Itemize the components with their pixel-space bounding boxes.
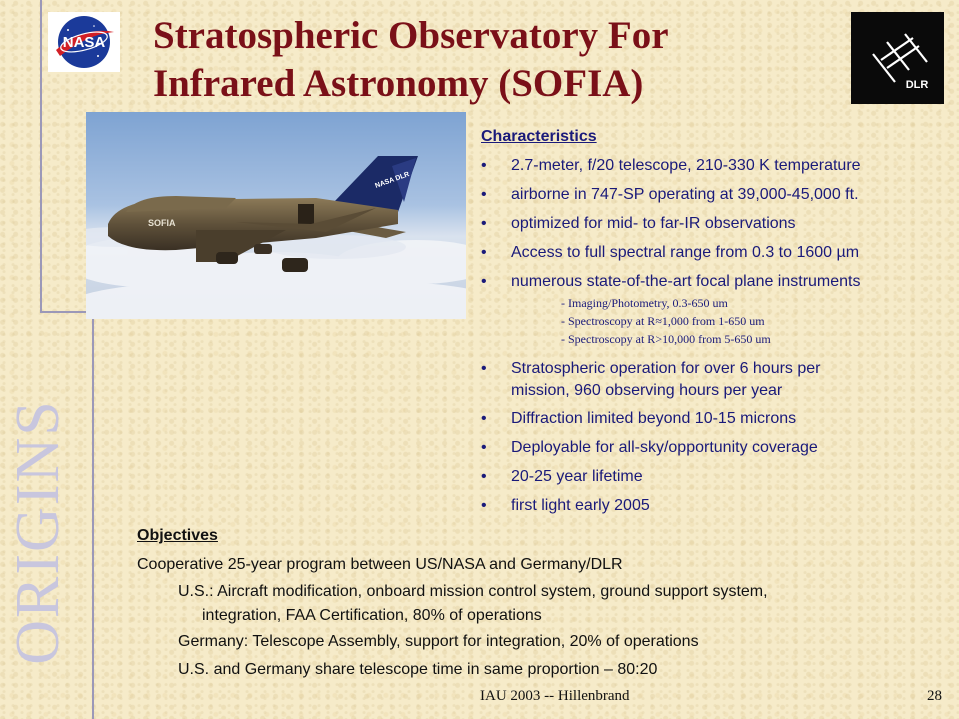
bullet-icon: • bbox=[481, 215, 487, 232]
nasa-logo-text: NASA bbox=[62, 34, 106, 51]
objectives-us-line-2: integration, FAA Certification, 80% of operations bbox=[202, 607, 542, 624]
characteristics-list bbox=[481, 156, 951, 516]
bullet-icon: • bbox=[481, 439, 487, 456]
list-item bbox=[481, 185, 951, 205]
sub-item: - Imaging/Photometry, 0.3-650 um bbox=[561, 296, 728, 310]
sofia-aircraft-photo bbox=[86, 112, 466, 319]
footer-credit: IAU 2003 -- Hillenbrand bbox=[480, 688, 630, 704]
page-number: 28 bbox=[927, 688, 942, 704]
list-item-text: Access to full spectral range from 0.3 to 1600 µm bbox=[511, 244, 860, 261]
list-item bbox=[481, 358, 951, 402]
title-line-2: Infrared Astronomy (SOFIA) bbox=[153, 62, 644, 105]
list-item bbox=[481, 409, 951, 429]
dlr-logo bbox=[851, 12, 944, 104]
list-item bbox=[481, 214, 951, 234]
bullet-icon: • bbox=[481, 360, 487, 377]
bullet-icon: • bbox=[481, 157, 487, 174]
bullet-icon: • bbox=[481, 497, 487, 514]
left-rule-top bbox=[40, 0, 42, 312]
bullet-icon: • bbox=[481, 410, 487, 427]
left-rule-bottom bbox=[92, 311, 94, 719]
nasa-logo bbox=[48, 12, 120, 72]
aircraft-body-text: SOFIA bbox=[148, 218, 176, 228]
list-item bbox=[481, 272, 951, 292]
list-item bbox=[481, 496, 951, 516]
list-item-text: optimized for mid- to far-IR observations bbox=[511, 215, 796, 232]
characteristics-heading: Characteristics bbox=[481, 128, 597, 145]
list-item-text: Diffraction limited beyond 10-15 microns bbox=[511, 410, 797, 427]
sub-item: - Spectroscopy at R>10,000 from 5-650 um bbox=[561, 332, 771, 346]
list-item-text: Deployable for all-sky/opportunity coverage bbox=[511, 439, 818, 456]
bullet-icon: • bbox=[481, 244, 487, 261]
list-item bbox=[481, 467, 951, 487]
objectives-share: U.S. and Germany share telescope time in same proportion – 80:20 bbox=[178, 661, 658, 678]
list-item bbox=[481, 156, 951, 176]
list-item-text: first light early 2005 bbox=[511, 497, 650, 514]
slide-title bbox=[153, 12, 833, 108]
title-line-1: Stratospheric Observatory For bbox=[153, 14, 669, 57]
bullet-icon: • bbox=[481, 468, 487, 485]
list-item bbox=[481, 438, 951, 458]
list-item bbox=[481, 243, 951, 263]
objectives-heading: Objectives bbox=[137, 527, 218, 544]
list-item-text: mission, 960 observing hours per year bbox=[511, 382, 783, 399]
objectives-summary: Cooperative 25-year program between US/NASA and Germany/DLR bbox=[137, 556, 623, 573]
dlr-logo-text: DLR bbox=[905, 79, 929, 91]
sub-list bbox=[481, 294, 951, 348]
list-item-text: airborne in 747-SP operating at 39,000-45,000 ft. bbox=[511, 186, 859, 203]
sub-item: - Spectroscopy at R≈1,000 from 1-650 um bbox=[561, 314, 765, 328]
list-item-text: numerous state-of-the-art focal plane instruments bbox=[511, 273, 861, 290]
objectives-us-line-1: U.S.: Aircraft modification, onboard mission control system, ground support system, bbox=[178, 583, 768, 600]
list-item-text: 20-25 year lifetime bbox=[511, 468, 643, 485]
bullet-icon: • bbox=[481, 273, 487, 290]
origins-side-label: ORIGINS bbox=[4, 399, 72, 665]
aircraft-tail-text: NASA DLR bbox=[374, 171, 411, 190]
list-item-text: 2.7-meter, f/20 telescope, 210-330 K temperature bbox=[511, 157, 861, 174]
bullet-icon: • bbox=[481, 186, 487, 203]
list-item-text: Stratospheric operation for over 6 hours per bbox=[511, 360, 821, 377]
objectives-germany: Germany: Telescope Assembly, support for integration, 20% of operations bbox=[178, 633, 699, 650]
